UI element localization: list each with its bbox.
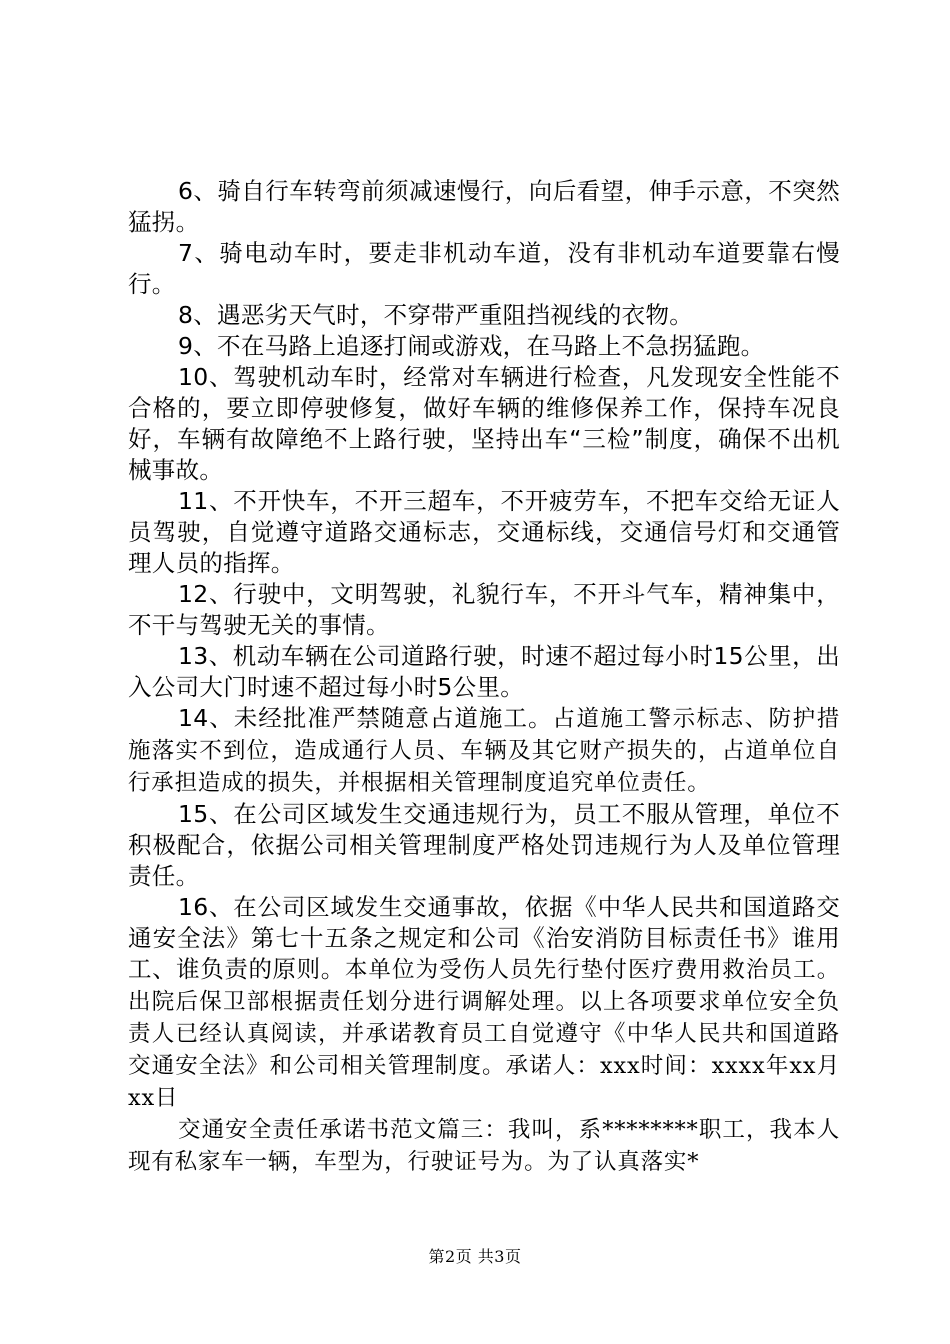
paragraph-text-serif: 占道施工警示标志、防护措施落实不到位，造成通行人员、车辆及其它财产损失的，占道单位自行承担造成的损失，并根据相关管理制度追究单位责任。 — [128, 706, 840, 796]
paragraph-16 — [128, 892, 840, 1114]
paragraph-14 — [128, 703, 840, 799]
paragraph-text: 12、行驶中，文明驾驶，礼貌行车，不开斗气车，精神集中，不干与驾驶无关的事情。 — [128, 580, 840, 639]
paragraph-text: 7、骑电动车时，要走非机动车道，没有非机动车道要靠右慢行。 — [128, 239, 840, 298]
page-footer: 第2页 共3页 — [428, 1247, 522, 1266]
paragraph-10 — [128, 362, 840, 486]
paragraph-text: 9、不在马路上追逐打闹或游戏，在马路上不急拐猛跑。 — [178, 332, 765, 360]
paragraph-13 — [128, 641, 840, 703]
paragraph-text-serif: 本单位为受伤人员先行垫付医疗费用救治员工。出院后保卫部根据责任划分进行调解处理。以上各项要求单位安全负责人已经认真阅读，并承诺教育员工自觉遵守《中华人民共和国道路交通安全法》和公司相关管理制度。承诺人：xxx时间：xxxx年xx月xx日 — [128, 957, 840, 1111]
paragraph-text: 10、驾驶机动车时，经常对车辆进行检查，凡发现安全性能不合格的，要立即停驶修复，做好车辆的维修保养工作，保持车况良好，车辆有故障绝不上路行驶，坚持出车“三检”制度，确保不出机械事故。 — [128, 363, 840, 484]
paragraph-9 — [128, 331, 840, 362]
paragraph-text: 14、未经批准严禁随意占道施工。 — [178, 704, 553, 732]
paragraph-7 — [128, 238, 840, 300]
paragraph-6 — [128, 176, 840, 238]
document-body — [128, 176, 840, 1178]
paragraph-text: 15、在公司区域发生交通违规行为，员工不服从管理，单位不积极配合，依据公司相关管理制度严格处罚违规行为人及单位管理责任。 — [128, 800, 840, 890]
paragraph-text: 13、机动车辆在公司道路行驶，时速不超过每小时15公里，出入公司大门时速不超过每小时5公里。 — [128, 642, 840, 701]
paragraph-text-serif: 交通安全责任承诺书范文篇三：我叫，系********职工，我本人现有私家车一辆，车型为，行驶证号为。为了认真落实* — [128, 1117, 840, 1175]
paragraph-8 — [128, 300, 840, 331]
paragraph-15 — [128, 799, 840, 892]
paragraph-text: 11、不开快车，不开三超车，不开疲劳车，不把车交给无证人员驾驶，自觉遵守道路交通标志，交通标线，交通信号灯和交通管理人员的指挥。 — [128, 487, 840, 577]
paragraph-12 — [128, 579, 840, 641]
paragraph-text: 8、遇恶劣天气时，不穿带严重阻挡视线的衣物。 — [178, 301, 694, 329]
paragraph-sample-three — [128, 1114, 840, 1178]
paragraph-text: 6、骑自行车转弯前须减速慢行，向后看望，伸手示意，不突然猛拐。 — [128, 177, 840, 236]
paragraph-11 — [128, 486, 840, 579]
paragraph-text: 16、在公司区域发生交通事故，依据《中华人民共和国道路交通安全法》第七十五条之规定和公司《治安消防目标责任书》谁用工、谁负责的原则。 — [128, 893, 840, 983]
